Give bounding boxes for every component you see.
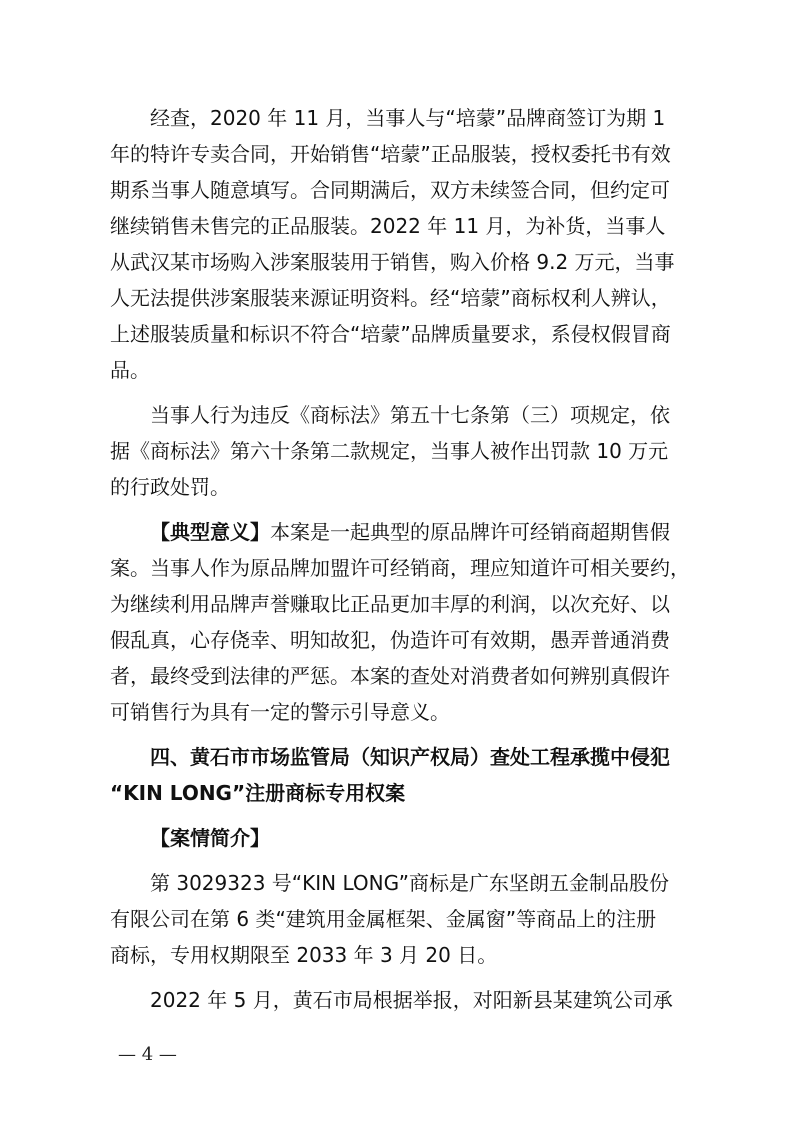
text-line: 人无法提供涉案服装来源证明资料。经“培蒙”商标权利人辨认， — [110, 286, 671, 310]
text-line: 据《商标法》第六十条第二款规定，当事人被作出罚款 10 万元 — [110, 439, 669, 463]
text-line: 者，最终受到法律的严惩。本案的查处对消费者如何辨别真假许 — [110, 664, 670, 688]
text-line: “KIN LONG”注册商标专用权案 — [110, 781, 406, 805]
text-line: 继续销售未售完的正品服装。2022 年 11 月，为补货，当事人 — [110, 214, 666, 238]
case-summary-heading — [110, 820, 694, 856]
section-four-heading — [110, 739, 694, 811]
text-line: 四、黄石市市场监管局（知识产权局）查处工程承揽中侵犯 — [150, 745, 670, 769]
text-line: 第 3029323 号“KIN LONG”商标是广东坚朗五金制品股份 — [150, 871, 670, 895]
text-line: 商标，专用权期限至 2033 年 3 月 20 日。 — [110, 943, 498, 967]
text-line: 可销售行为具有一定的警示引导意义。 — [110, 700, 450, 724]
text-line: 从武汉某市场购入涉案服装用于销售，购入价格 9.2 万元，当事 — [110, 250, 675, 274]
report-paragraph — [110, 982, 694, 1018]
text-line — [110, 514, 694, 550]
text-line: 案。当事人作为原品牌加盟许可经销商，理应知道许可相关要约， — [110, 556, 690, 580]
text-line: 年的特许专卖合同，开始销售“培蒙”正品服装，授权委托书有效 — [110, 142, 671, 166]
text-line: 为继续利用品牌声誉赚取比正品更加丰厚的利润，以次充好、以 — [110, 592, 670, 616]
trademark-paragraph — [110, 865, 694, 973]
case-facts-paragraph — [110, 100, 694, 388]
text-line: 假乱真，心存侥幸、明知故犯，伪造许可有效期，愚弄普通消费 — [110, 628, 670, 652]
text-line: 2022 年 5 月，黄石市局根据举报，对阳新县某建筑公司承 — [150, 988, 673, 1012]
text-line: 上述服装质量和标识不符合“培蒙”品牌质量要求，系侵权假冒商 — [110, 322, 671, 346]
page-number: — 4 — — [118, 1044, 177, 1065]
text-line: 【案情简介】 — [150, 826, 270, 850]
text-segment: 本案是一起典型的原品牌许可经销商超期售假 — [270, 520, 670, 544]
text-line: 有限公司在第 6 类“建筑用金属框架、金属窗”等商品上的注册 — [110, 907, 657, 931]
text-line: 的行政处罚。 — [110, 475, 230, 499]
text-line: 期系当事人随意填写。合同期满后，双方未续签合同，但约定可 — [110, 178, 670, 202]
significance-heading: 【典型意义】 — [150, 520, 270, 544]
document-body — [110, 100, 694, 1018]
text-line: 当事人行为违反《商标法》第五十七条第（三）项规定，依 — [150, 403, 670, 427]
text-line: 品。 — [110, 358, 150, 382]
significance-paragraph — [110, 514, 694, 730]
penalty-paragraph — [110, 397, 694, 505]
text-line: 经查，2020 年 11 月，当事人与“培蒙”品牌商签订为期 1 — [150, 106, 666, 130]
